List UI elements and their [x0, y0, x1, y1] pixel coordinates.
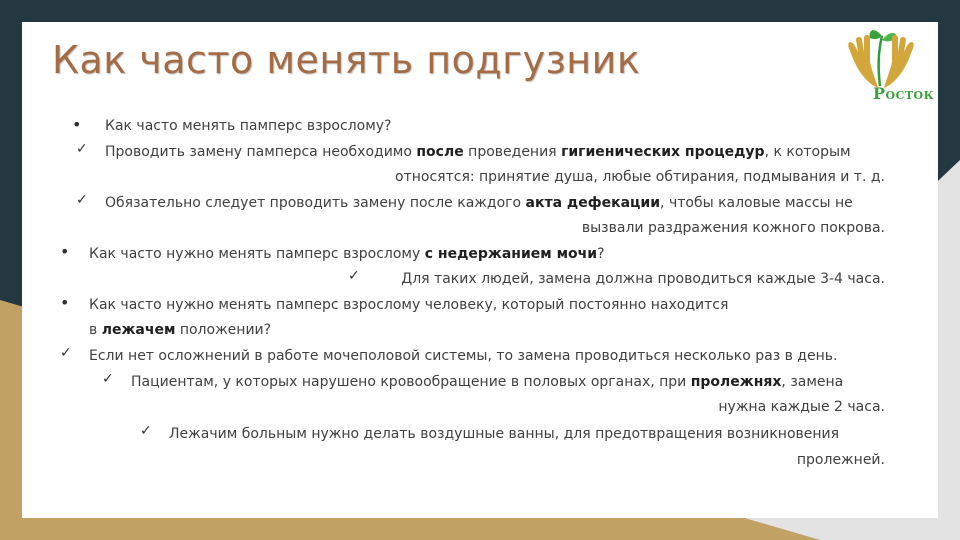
check-marker: ✓ — [140, 423, 152, 439]
list-item: Как часто нужно менять памперс взрослому человеку, который постоянно находится — [89, 297, 729, 313]
list-item: Как часто нужно менять памперс взрослому с недержанием мочи? — [89, 246, 605, 262]
bullet-marker: • — [60, 293, 70, 312]
bullet-marker: • — [72, 115, 82, 134]
list-item: Лежачим больным нужно делать воздушные ванны, для предотвращения возникновения — [169, 426, 840, 442]
logo-text: РОСТОК — [873, 84, 935, 103]
list-item-continuation: пролежней. — [796, 452, 885, 468]
check-marker: ✓ — [348, 268, 360, 284]
bullet-marker: • — [60, 242, 70, 261]
list-item-continuation: в лежачем положении? — [89, 322, 272, 338]
list-item: Для таких людей, замена должна проводиться каждые 3-4 часа. — [401, 271, 885, 287]
list-item: Обязательно следует проводить замену после каждого акта дефекации, чтобы каловые массы не — [105, 195, 853, 211]
list-item-continuation: относятся: принятие душа, любые обтирания, подмывания и т. д. — [395, 169, 885, 185]
list-item-continuation: нужна каждые 2 часа. — [718, 399, 885, 415]
page-title: Как часто менять подгузник — [52, 38, 641, 82]
check-marker: ✓ — [76, 192, 88, 208]
check-marker: ✓ — [76, 141, 88, 157]
list-item: Проводить замену памперса необходимо после проведения гигиенических процедур, к которым — [105, 144, 851, 160]
list-item: Как часто менять памперс взрослому? — [105, 118, 392, 134]
check-marker: ✓ — [102, 371, 114, 387]
list-item-continuation: вызвали раздражения кожного покрова. — [581, 220, 885, 236]
list-item: Пациентам, у которых нарушено кровообращение в половых органах, при пролежнях, замена — [131, 374, 844, 390]
check-marker: ✓ — [60, 345, 72, 361]
list-item: Если нет осложнений в работе мочеполовой системы, то замена проводиться несколько раз в день. — [89, 348, 838, 364]
